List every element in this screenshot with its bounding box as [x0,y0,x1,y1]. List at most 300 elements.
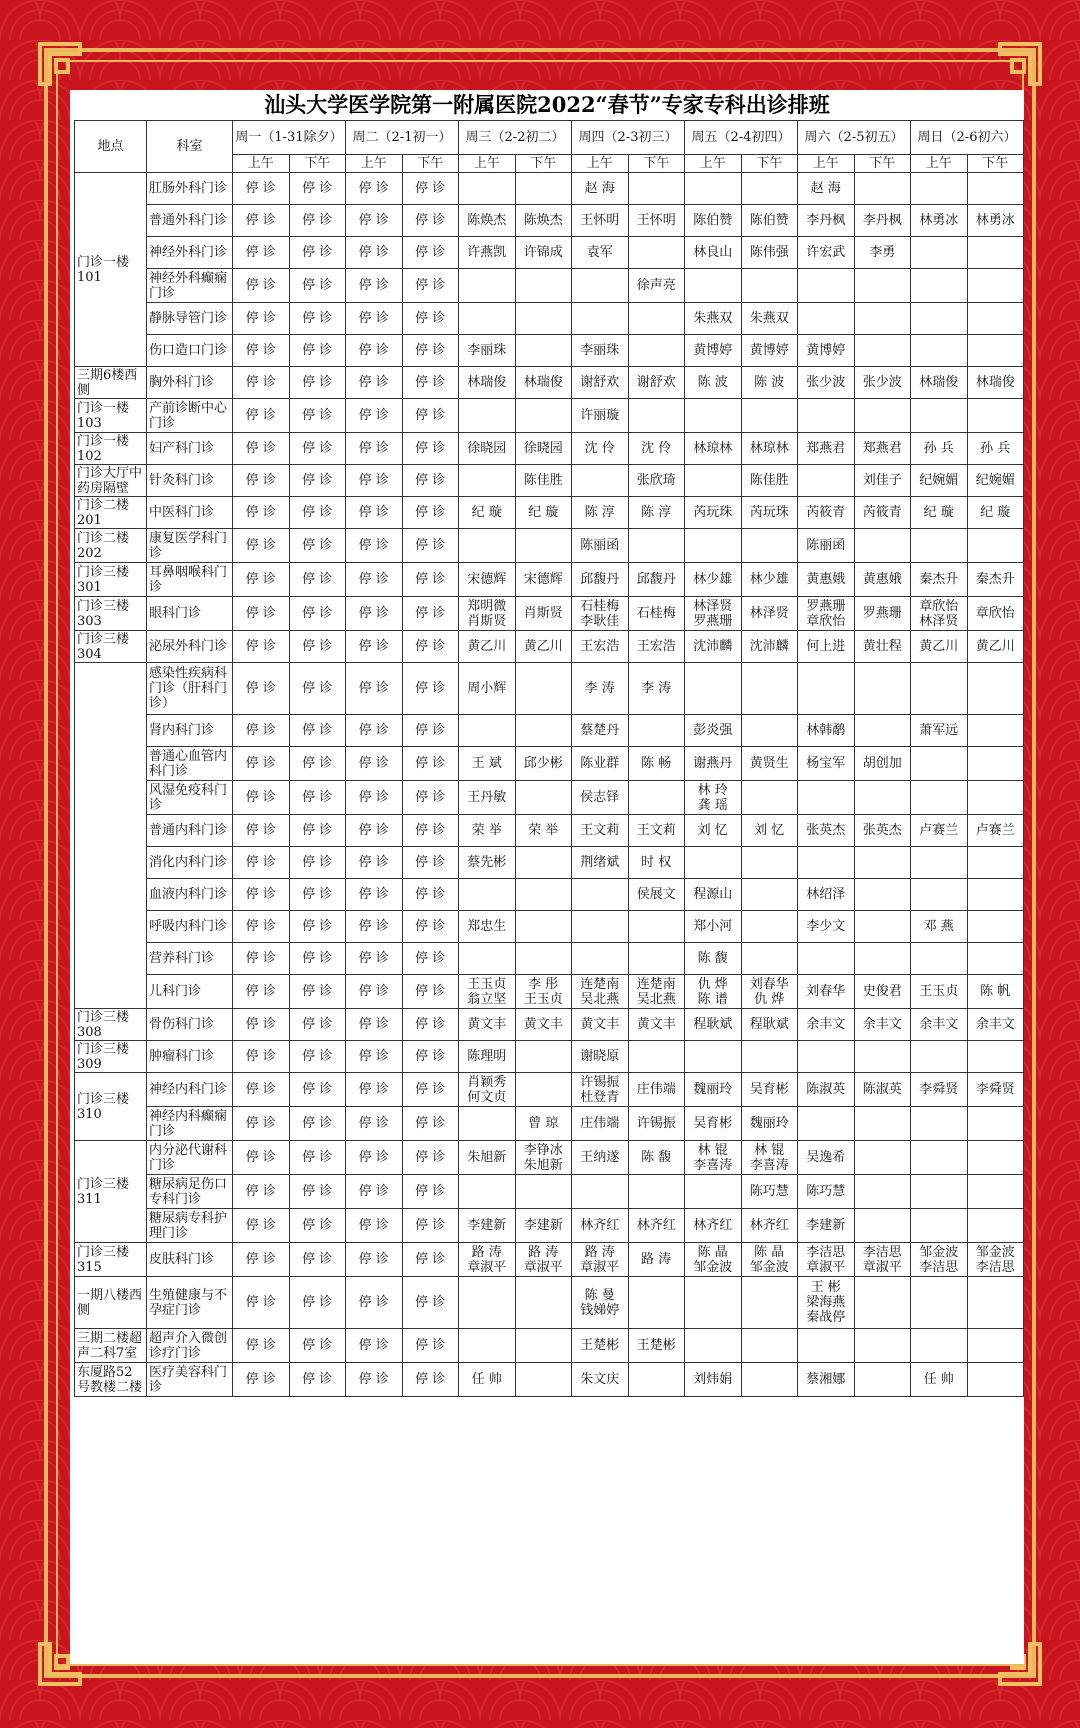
schedule-cell [854,335,911,367]
schedule-cell [911,747,968,781]
schedule-cell: 黄文丰 [628,1009,685,1041]
table-row [75,433,1024,465]
schedule-cell: 荣 举 [515,815,572,847]
schedule-cell: 仇 烨 陈 谱 [685,975,742,1009]
schedule-cell [911,847,968,879]
schedule-cell: 停 诊 [233,911,290,943]
schedule-cell: 停 诊 [233,781,290,815]
schedule-cell: 沈沛麟 [741,631,798,663]
schedule-cell: 停 诊 [233,335,290,367]
schedule-cell: 停 诊 [402,1073,459,1107]
schedule-cell: 停 诊 [233,269,290,303]
schedule-cell: 李建新 [515,1209,572,1243]
schedule-cell: 林瑞俊 [911,367,968,399]
table-row [75,975,1024,1009]
schedule-cell: 李舜贤 [967,1073,1024,1107]
schedule-cell [967,1329,1024,1363]
schedule-cell: 停 诊 [346,269,403,303]
schedule-cell: 停 诊 [346,529,403,563]
schedule-cell: 罗燕珊 [854,597,911,631]
schedule-cell: 林瑞俊 [459,367,516,399]
schedule-cell [911,237,968,269]
schedule-cell [911,879,968,911]
schedule-cell: 纪 璇 [911,497,968,529]
schedule-cell: 停 诊 [289,747,346,781]
schedule-cell: 卢赛兰 [911,815,968,847]
schedule-cell [685,465,742,497]
table-row [75,563,1024,597]
schedule-cell: 林少雄 [685,563,742,597]
schedule-cell [798,1107,855,1141]
schedule-cell [911,529,968,563]
schedule-cell [572,911,629,943]
department-cell: 耳鼻咽喉科门诊 [147,563,233,597]
schedule-cell: 任 帅 [911,1363,968,1397]
schedule-cell [967,781,1024,815]
schedule-cell: 停 诊 [289,663,346,715]
table-row [75,1209,1024,1243]
schedule-cell [459,399,516,433]
schedule-cell: 停 诊 [402,1141,459,1175]
schedule-cell: 停 诊 [402,847,459,879]
schedule-cell: 停 诊 [289,1175,346,1209]
schedule-cell: 停 诊 [233,663,290,715]
schedule-cell [967,303,1024,335]
schedule-cell: 朱燕双 [741,303,798,335]
schedule-cell [741,173,798,205]
schedule-cell: 李勇 [854,237,911,269]
schedule-cell: 罗燕珊 章欣怡 [798,597,855,631]
schedule-cell: 余丰文 [911,1009,968,1041]
department-cell: 康复医学科门诊 [147,529,233,563]
table-row [75,879,1024,911]
schedule-cell: 何上进 [798,631,855,663]
location-cell: 门诊三楼311 [75,1141,147,1243]
schedule-cell: 停 诊 [402,911,459,943]
location-cell [75,663,147,1009]
schedule-cell [459,269,516,303]
schedule-cell: 张少波 [854,367,911,399]
schedule-cell: 张英杰 [854,815,911,847]
schedule-cell [741,1363,798,1397]
schedule-cell [741,663,798,715]
schedule-cell [685,847,742,879]
schedule-cell: 停 诊 [346,303,403,335]
schedule-cell: 停 诊 [233,205,290,237]
department-cell: 医疗美容科门诊 [147,1363,233,1397]
schedule-cell: 陈 馥 [628,1141,685,1175]
schedule-cell: 停 诊 [346,205,403,237]
table-row [75,1107,1024,1141]
schedule-cell [515,529,572,563]
schedule-cell: 李少文 [798,911,855,943]
schedule-cell [798,943,855,975]
schedule-cell [854,1363,911,1397]
schedule-cell [911,1041,968,1073]
schedule-cell [628,1175,685,1209]
schedule-cell: 停 诊 [402,1175,459,1209]
department-cell: 普通内科门诊 [147,815,233,847]
schedule-cell: 邱少彬 [515,747,572,781]
schedule-cell: 停 诊 [233,879,290,911]
schedule-cell [459,1329,516,1363]
schedule-cell: 蔡湘娜 [798,1363,855,1397]
schedule-cell: 停 诊 [289,367,346,399]
schedule-cell: 路 涛 章淑平 [515,1243,572,1277]
table-row [75,1073,1024,1107]
schedule-cell [967,529,1024,563]
schedule-cell: 魏丽玲 [741,1107,798,1141]
schedule-cell: 停 诊 [346,975,403,1009]
schedule-cell: 停 诊 [233,399,290,433]
schedule-cell [685,1175,742,1209]
schedule-cell: 停 诊 [346,237,403,269]
schedule-cell [854,847,911,879]
schedule-cell: 纪 璇 [459,497,516,529]
schedule-cell: 朱旭新 [459,1141,516,1175]
header-day: 周二（2-1初一） [346,121,459,155]
header-row-days [75,121,1024,155]
schedule-cell [798,847,855,879]
schedule-cell: 停 诊 [289,399,346,433]
header-am: 上午 [798,155,855,173]
schedule-cell: 路 涛 [628,1243,685,1277]
department-cell: 内分泌代谢科门诊 [147,1141,233,1175]
schedule-cell: 曾 琼 [515,1107,572,1141]
schedule-cell [628,173,685,205]
schedule-cell: 李铮冰 朱旭新 [515,1141,572,1175]
header-pm: 下午 [289,155,346,173]
schedule-cell: 停 诊 [346,597,403,631]
schedule-cell: 黄文丰 [459,1009,516,1041]
schedule-cell: 停 诊 [402,563,459,597]
schedule-cell: 停 诊 [346,1009,403,1041]
department-cell: 神经外科门诊 [147,237,233,269]
schedule-cell: 停 诊 [346,367,403,399]
schedule-cell: 停 诊 [346,563,403,597]
header-day: 周一（1-31除夕） [233,121,346,155]
schedule-cell: 停 诊 [346,879,403,911]
header-pm: 下午 [402,155,459,173]
schedule-cell: 停 诊 [289,303,346,335]
schedule-cell: 林少雄 [741,563,798,597]
location-cell: 门诊二楼202 [75,529,147,563]
schedule-cell [967,1107,1024,1141]
schedule-cell [967,1209,1024,1243]
schedule-cell: 彭炎强 [685,715,742,747]
header-am: 上午 [233,155,290,173]
schedule-cell: 停 诊 [402,943,459,975]
schedule-cell: 停 诊 [289,563,346,597]
department-cell: 风湿免疫科门诊 [147,781,233,815]
schedule-cell: 荆绪斌 [572,847,629,879]
schedule-cell [685,399,742,433]
schedule-cell: 陈伯赞 [741,205,798,237]
schedule-cell: 停 诊 [233,529,290,563]
schedule-cell [459,715,516,747]
schedule-cell [967,879,1024,911]
schedule-cell [515,943,572,975]
table-row [75,747,1024,781]
schedule-cell: 停 诊 [402,303,459,335]
schedule-cell: 停 诊 [346,1107,403,1141]
schedule-cell: 章欣怡 [967,597,1024,631]
schedule-cell: 停 诊 [289,943,346,975]
schedule-cell: 黄博婷 [798,335,855,367]
table-row [75,943,1024,975]
schedule-cell [967,335,1024,367]
schedule-cell: 庄伟端 [572,1107,629,1141]
table-row [75,367,1024,399]
schedule-cell: 停 诊 [233,563,290,597]
schedule-cell: 路 涛 章淑平 [572,1243,629,1277]
schedule-cell [685,663,742,715]
header-am: 上午 [346,155,403,173]
schedule-cell: 停 诊 [402,715,459,747]
schedule-cell: 停 诊 [402,173,459,205]
schedule-cell: 任 帅 [459,1363,516,1397]
schedule-cell: 停 诊 [402,1009,459,1041]
schedule-cell: 纪婉媚 [967,465,1024,497]
schedule-cell [685,1329,742,1363]
schedule-cell [854,1107,911,1141]
schedule-cell: 停 诊 [346,1073,403,1107]
schedule-cell [798,663,855,715]
department-cell: 产前诊断中心门诊 [147,399,233,433]
schedule-cell: 停 诊 [289,1041,346,1073]
schedule-cell [572,943,629,975]
schedule-cell: 萧军远 [911,715,968,747]
schedule-cell: 芮玩珠 [741,497,798,529]
location-cell: 三期6楼西侧 [75,367,147,399]
schedule-cell [741,399,798,433]
schedule-cell: 停 诊 [402,1209,459,1243]
table-row [75,847,1024,879]
department-cell: 泌尿外科门诊 [147,631,233,663]
schedule-cell: 史俊君 [854,975,911,1009]
schedule-cell: 停 诊 [346,1041,403,1073]
schedule-cell [911,781,968,815]
schedule-cell: 李洁思 章淑平 [798,1243,855,1277]
schedule-cell: 李 涛 [628,663,685,715]
schedule-cell: 纪 璇 [515,497,572,529]
schedule-cell: 时 权 [628,847,685,879]
schedule-cell: 林韩鹬 [798,715,855,747]
schedule-cell: 郑小河 [685,911,742,943]
schedule-cell: 停 诊 [346,399,403,433]
schedule-cell: 停 诊 [289,1107,346,1141]
schedule-cell [911,399,968,433]
schedule-cell [572,303,629,335]
schedule-cell: 停 诊 [289,781,346,815]
schedule-cell: 停 诊 [233,1277,290,1329]
schedule-cell [967,663,1024,715]
department-cell: 呼吸内科门诊 [147,911,233,943]
header-day: 周三（2-2初二） [459,121,572,155]
schedule-cell: 陈伟强 [741,237,798,269]
table-row [75,303,1024,335]
department-cell: 消化内科门诊 [147,847,233,879]
schedule-cell: 停 诊 [402,663,459,715]
schedule-cell [911,1277,968,1329]
schedule-cell: 吴逸希 [798,1141,855,1175]
location-cell: 门诊三楼315 [75,1243,147,1277]
schedule-cell [515,173,572,205]
schedule-cell [459,879,516,911]
schedule-cell: 魏丽玲 [685,1073,742,1107]
table-row [75,1329,1024,1363]
schedule-cell: 李洁思 章淑平 [854,1243,911,1277]
schedule-cell: 林瑞俊 [515,367,572,399]
location-cell: 门诊三楼308 [75,1009,147,1041]
schedule-cell: 停 诊 [233,1073,290,1107]
table-row [75,1277,1024,1329]
schedule-cell: 邓 燕 [911,911,968,943]
schedule-cell [459,173,516,205]
schedule-cell [628,335,685,367]
schedule-cell: 程耿斌 [685,1009,742,1041]
schedule-cell: 陈焕杰 [515,205,572,237]
table-row [75,1041,1024,1073]
schedule-cell: 林勇冰 [967,205,1024,237]
schedule-cell [967,173,1024,205]
schedule-cell: 孙 兵 [911,433,968,465]
schedule-cell [798,399,855,433]
schedule-cell: 许锡振 [628,1107,685,1141]
schedule-cell: 停 诊 [233,815,290,847]
schedule-cell [741,1277,798,1329]
schedule-cell: 停 诊 [402,597,459,631]
schedule-cell: 李丹枫 [798,205,855,237]
department-cell: 糖尿病足伤口专科门诊 [147,1175,233,1209]
department-cell: 肛肠外科门诊 [147,173,233,205]
schedule-cell: 停 诊 [346,1175,403,1209]
schedule-cell [967,269,1024,303]
schedule-cell: 芮筱青 [854,497,911,529]
schedule-cell [572,465,629,497]
header-location: 地点 [75,121,147,173]
schedule-cell: 停 诊 [346,1329,403,1363]
schedule-cell: 陈丽函 [572,529,629,563]
schedule-cell: 王宏浩 [572,631,629,663]
schedule-cell: 芮筱青 [798,497,855,529]
schedule-cell: 沈沛麟 [685,631,742,663]
schedule-cell: 陈 淳 [572,497,629,529]
department-cell: 神经内科癫痫门诊 [147,1107,233,1141]
schedule-cell: 郑忠生 [459,911,516,943]
schedule-cell: 黄乙川 [967,631,1024,663]
schedule-cell: 黄惠娥 [798,563,855,597]
location-cell: 一期八楼西侧 [75,1277,147,1329]
schedule-cell [515,1041,572,1073]
schedule-cell [459,303,516,335]
table-row [75,911,1024,943]
schedule-cell [911,943,968,975]
schedule-cell: 停 诊 [402,497,459,529]
schedule-cell: 停 诊 [402,269,459,303]
table-row [75,815,1024,847]
schedule-cell [967,1363,1024,1397]
schedule-cell: 停 诊 [289,911,346,943]
schedule-cell: 王楚彬 [572,1329,629,1363]
schedule-cell: 肖颖秀 何文贞 [459,1073,516,1107]
schedule-cell: 林良山 [685,237,742,269]
schedule-cell: 停 诊 [289,497,346,529]
schedule-cell: 陈焕杰 [459,205,516,237]
table-row [75,1243,1024,1277]
schedule-cell: 停 诊 [289,975,346,1009]
schedule-cell [685,529,742,563]
schedule-cell: 停 诊 [402,335,459,367]
schedule-cell [685,1277,742,1329]
schedule-cell: 陈丽函 [798,529,855,563]
schedule-cell [628,781,685,815]
department-cell: 肿瘤科门诊 [147,1041,233,1073]
schedule-cell: 袁军 [572,237,629,269]
schedule-cell: 王文莉 [572,815,629,847]
table-row [75,399,1024,433]
schedule-cell: 停 诊 [402,747,459,781]
schedule-cell: 停 诊 [289,597,346,631]
schedule-cell: 停 诊 [289,1363,346,1397]
schedule-cell [854,715,911,747]
schedule-cell: 林 锟 李喜涛 [741,1141,798,1175]
schedule-cell: 停 诊 [402,399,459,433]
schedule-cell: 停 诊 [346,631,403,663]
schedule-cell [967,237,1024,269]
schedule-cell: 李 涛 [572,663,629,715]
table-row [75,529,1024,563]
schedule-cell [854,173,911,205]
corner-ornament-top-right [996,40,1044,88]
table-row [75,497,1024,529]
schedule-cell [967,399,1024,433]
schedule-cell [854,1209,911,1243]
table-row [75,465,1024,497]
schedule-cell: 停 诊 [233,1107,290,1141]
schedule-cell: 停 诊 [233,1363,290,1397]
schedule-cell: 连楚南 吴北燕 [628,975,685,1009]
schedule-cell: 停 诊 [402,1041,459,1073]
schedule-cell: 停 诊 [289,269,346,303]
schedule-cell [628,1363,685,1397]
schedule-cell: 停 诊 [346,173,403,205]
schedule-cell: 林齐红 [628,1209,685,1243]
schedule-cell: 停 诊 [346,1141,403,1175]
header-am: 上午 [911,155,968,173]
schedule-cell: 宋德辉 [515,563,572,597]
schedule-cell: 朱燕双 [685,303,742,335]
schedule-cell: 林 锟 李喜涛 [685,1141,742,1175]
schedule-cell: 郑燕君 [854,433,911,465]
schedule-cell: 停 诊 [289,1073,346,1107]
schedule-cell: 停 诊 [233,847,290,879]
table-row [75,269,1024,303]
schedule-cell [854,1041,911,1073]
schedule-cell: 石桂梅 李耿佳 [572,597,629,631]
schedule-cell: 邱馥丹 [628,563,685,597]
header-pm: 下午 [741,155,798,173]
schedule-cell: 停 诊 [346,1209,403,1243]
schedule-cell: 停 诊 [402,631,459,663]
schedule-cell: 王楚彬 [628,1329,685,1363]
schedule-cell: 停 诊 [346,715,403,747]
schedule-cell: 芮玩珠 [685,497,742,529]
schedule-cell [967,943,1024,975]
location-cell: 门诊三楼303 [75,597,147,631]
location-cell: 门诊一楼101 [75,173,147,367]
schedule-cell: 停 诊 [233,1141,290,1175]
